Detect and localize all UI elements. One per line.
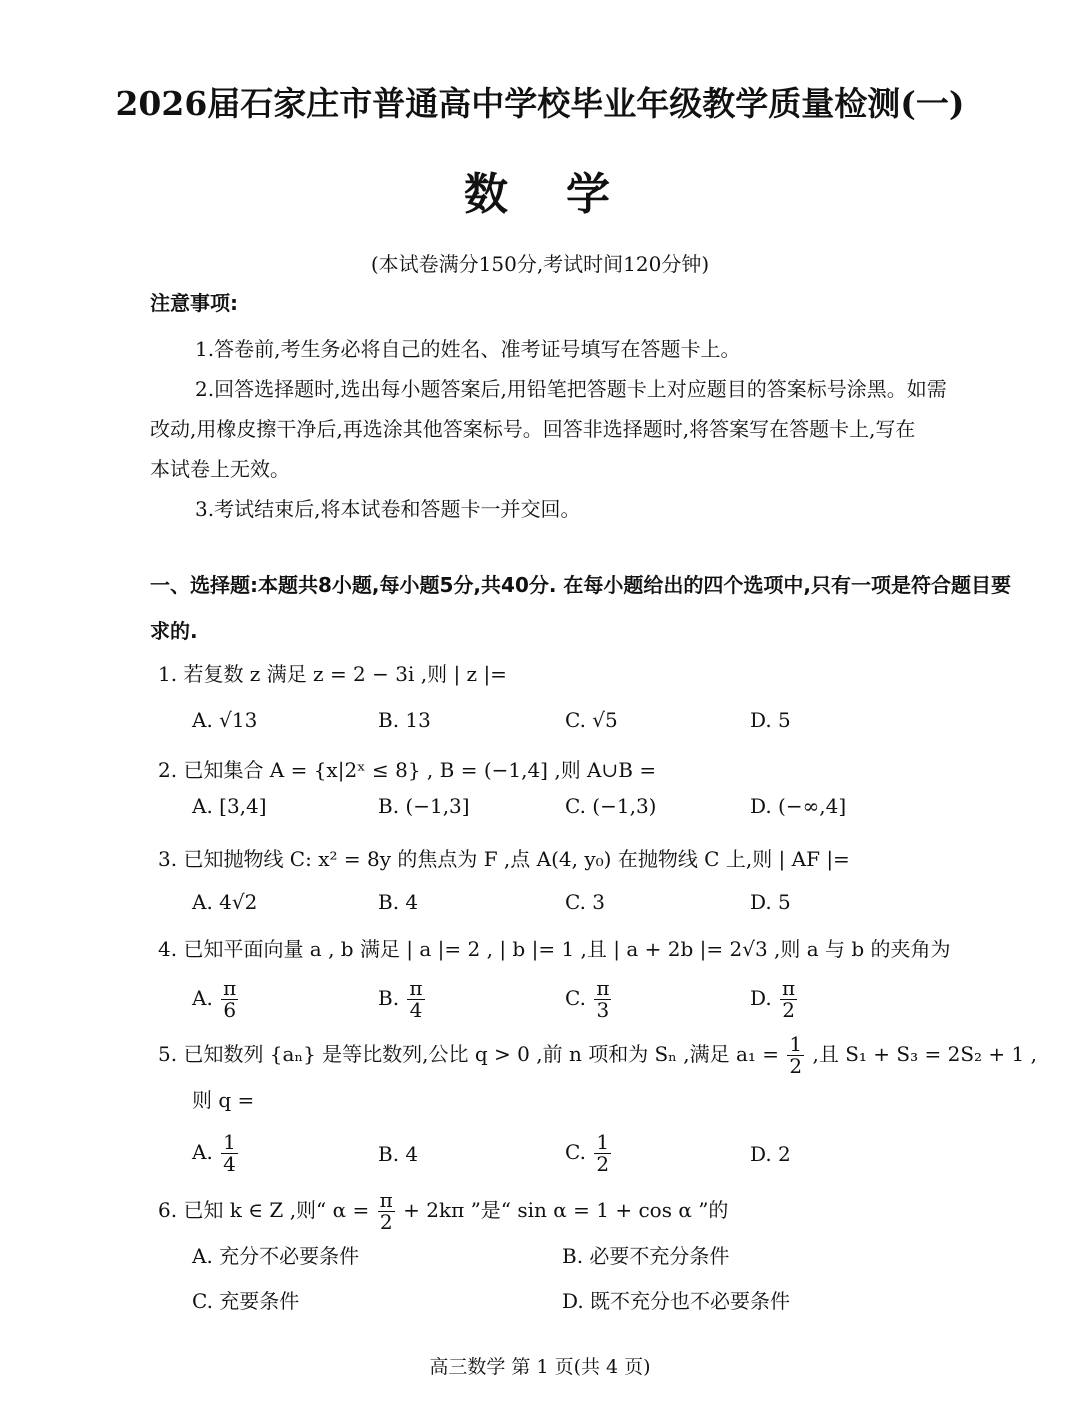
- notice-item-1: 1.答卷前,考生务必将自己的姓名、准考证号填写在答题卡上。: [195, 337, 741, 361]
- question-5-option-d: D. 2: [750, 1142, 791, 1166]
- question-4-option-c: C. $\frac{\pi}{3}$: [565, 976, 610, 1022]
- question-2-option-d: D. (−∞,4]: [750, 794, 847, 818]
- question-1-option-b: B. 13: [378, 708, 431, 732]
- fraction: $\frac{\pi}{3}$: [596, 976, 610, 1022]
- question-1-option-d: D. 5: [750, 708, 791, 732]
- fraction: $\frac{\pi}{6}$: [223, 976, 237, 1022]
- question-5-stem: 5. 已知数列 {aₙ} 是等比数列,公比 q > 0 ,前 n 项和为 Sₙ ,满足 a₁ = $\frac{1}{2}$ ,且 S₁ + S₃ = 2S₂ + 1 ,: [158, 1032, 1037, 1078]
- notice-item-3: 3.考试结束后,将本试卷和答题卡一并交回。: [195, 497, 581, 521]
- page-footer: 高三数学 第 1 页(共 4 页): [429, 1356, 651, 1378]
- question-6-option-b: B. 必要不充分条件: [562, 1244, 730, 1268]
- question-1-stem: 1. 若复数 z 满足 z = 2 − 3i ,则 | z |=: [158, 662, 507, 686]
- fraction: $\frac{1}{2}$: [789, 1032, 803, 1078]
- notice-item-2-line3: 本试卷上无效。: [150, 457, 290, 481]
- notice-item-2-line2: 改动,用橡皮擦干净后,再选涂其他答案标号。回答非选择题时,将答案写在答题卡上,写在: [150, 417, 916, 441]
- question-2-stem: 2. 已知集合 A = {x|2ˣ ≤ 8} , B = (−1,4] ,则 A∪B =: [158, 758, 657, 782]
- question-1-option-a: A. √13: [192, 708, 258, 732]
- exam-title: 2026届石家庄市普通高中学校毕业年级教学质量检测(一): [115, 84, 965, 123]
- question-4-option-b: B. $\frac{\pi}{4}$: [378, 976, 423, 1022]
- question-6-option-a: A. 充分不必要条件: [192, 1244, 360, 1268]
- fraction: $\frac{\pi}{4}$: [409, 976, 423, 1022]
- question-5-option-b: B. 4: [378, 1142, 419, 1166]
- question-3-option-b: B. 4: [378, 890, 419, 914]
- question-4-stem: 4. 已知平面向量 a , b 满足 | a |= 2 , | b |= 1 ,且 | a + 2b |= 2√3 ,则 a 与 b 的夹角为: [158, 937, 951, 961]
- question-5-option-c: C. $\frac{1}{2}$: [565, 1130, 610, 1176]
- question-2-option-c: C. (−1,3): [565, 794, 657, 818]
- question-3-option-a: A. 4√2: [192, 890, 258, 914]
- question-6-option-c: C. 充要条件: [192, 1289, 300, 1313]
- question-4-option-d: D. $\frac{\pi}{2}$: [750, 976, 796, 1022]
- question-3-option-c: C. 3: [565, 890, 606, 914]
- notice-item-2-line1: 2.回答选择题时,选出每小题答案后,用铅笔把答题卡上对应题目的答案标号涂黑。如需: [195, 377, 947, 401]
- question-2-option-b: B. (−1,3]: [378, 794, 470, 818]
- question-4-option-a: A. $\frac{\pi}{6}$: [192, 976, 237, 1022]
- question-2-option-a: A. [3,4]: [192, 794, 267, 818]
- subject-title: 数 学: [464, 169, 616, 220]
- question-1-option-c: C. √5: [565, 708, 618, 732]
- question-3-option-d: D. 5: [750, 890, 791, 914]
- question-5-stem-cont: 则 q =: [192, 1088, 255, 1112]
- fraction: $\frac{1}{4}$: [223, 1130, 236, 1176]
- notice-heading: 注意事项:: [150, 291, 238, 315]
- score-note: (本试卷满分150分,考试时间120分钟): [370, 252, 710, 276]
- question-3-stem: 3. 已知抛物线 C: x² = 8y 的焦点为 F ,点 A(4, y₀) 在抛物线 C 上,则 | AF |=: [158, 847, 850, 871]
- fraction: $\frac{\pi}{2}$: [379, 1188, 393, 1234]
- question-5-option-a: A. $\frac{1}{4}$: [192, 1130, 236, 1176]
- fraction: $\frac{\pi}{2}$: [782, 976, 796, 1022]
- fraction: $\frac{1}{2}$: [596, 1130, 610, 1176]
- question-6-option-d: D. 既不充分也不必要条件: [562, 1289, 791, 1313]
- section-heading: 一、选择题:本题共8小题,每小题5分,共40分. 在每小题给出的四个选项中,只有一项是符合题目要求的.: [150, 573, 1012, 643]
- question-6-stem: 6. 已知 k ∈ Z ,则“ α = $\frac{\pi}{2}$ + 2kπ ”是“ sin α = 1 + cos α ”的: [158, 1188, 729, 1234]
